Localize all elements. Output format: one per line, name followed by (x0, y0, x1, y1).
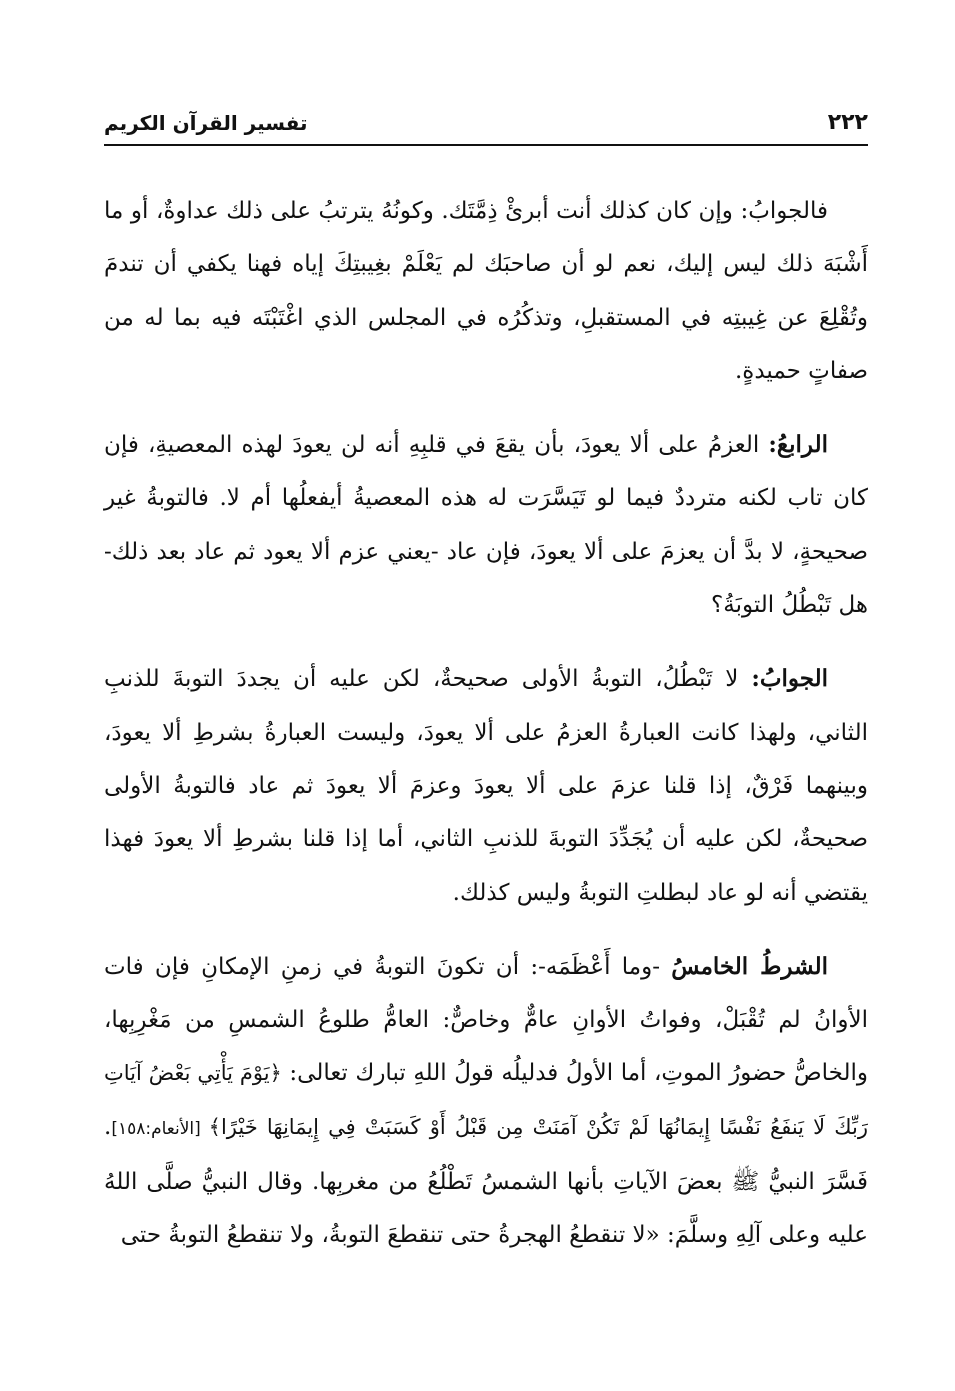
paragraph-text: لا تَبْطُلُ، التوبةُ الأولى صحيحةٌ، لكن عليه أن يجددَ التوبةَ للذنبِ الثاني، ولهذا كانت العبارةُ العزمُ على ألا يعودَ، وليست العبارةُ بشرطِ ألا يعودَ، وبينهما فَرْقٌ، إذا قلنا عزمَ على ألا يعودَ وعزمَ ألا يعودَ ثم عاد فالتوبةُ الأولى صحيحةٌ، لكن عليه أن يُجَدِّدَ التوبةَ للذنبِ الثاني، أما إذا قلنا بشرطِ ألا يعودَ فهذا يقتضي أنه لو عاد لبطلتِ التوبةُ وليس كذلك. (104, 666, 868, 906)
paragraph-text: فالجوابُ: وإن كان كذلك أنت أبرئْ ذِمَّتَك. وكونُهُ يترتبُ على ذلك عداوةٌ، أو ما أَشْبَهَ ذلك ليس إليك، نعم لو أن صاحبَك لم يَعْلَمْ بغِيبتِكَ إياه فهنا يكفي أن تندمَ وتُقْلِعَ عن غِيبتِه في المستقبلِ، وتذكُرُه في المجلس الذي اغْتَبْتَه فيه بما له من صفاتٍ حميدةٍ. (104, 198, 868, 384)
paragraph-text: . فَسَّرَ النبيُّ ﷺ بعضَ الآياتِ بأنها الشمسُ تَطْلُعُ من مغربِها. وقال النبيُّ صلَّى اللهُ عليه وعلى آلِهِ وسلَّمَ: «لا تنقطعُ الهجرةُ حتى تنقطعَ التوبةُ، ولا تنقطعُ التوبةُ حتى (104, 1113, 868, 1249)
page-number: ٢٢٢ (827, 110, 868, 135)
paragraph-text: -وما أَعْظَمَه-: أن تكونَ التوبةُ في زمنِ الإمكانِ فإن فات الأوانُ لم تُقْبَلْ، وفواتُ الأوانِ عامٌّ وخاصٌّ: العامُّ طلوعُ الشمسِ من مَغْرِبِها، والخاصُّ حضورُ الموتِ، أما الأولُ فدليلُه قولُ اللهِ تبارك تعالى: (104, 953, 868, 1087)
paragraph (104, 940, 868, 1263)
paragraph-text: العزمُ على ألا يعودَ، بأن يقعَ في قلبِهِ أنه لن يعودَ لهذه المعصيةِ، فإن كان تاب لكنه مترددٌ فيما لو تَيَسَّرَت له هذه المعصيةُ أيفعلُها أم لا. فالتوبةُ غير صحيحةٍ، لا بدَّ أن يعزمَ على ألا يعودَ، فإن عاد -يعني عزم ألا يعود ثم عاد بعد ذلك- هل تَبْطُلُ التوبَةُ؟ (104, 432, 868, 619)
running-header (104, 108, 868, 146)
paragraph-lead: الجوابُ: (751, 665, 828, 693)
paragraph (104, 185, 868, 398)
book-title: تفسير القرآن الكريم (104, 111, 308, 135)
header-rule (104, 144, 868, 146)
paragraph (104, 652, 868, 919)
verse-reference: [الأنعام:١٥٨] (111, 1118, 209, 1139)
quran-verse: ﴿يَوْمَ يَأْتِي بَعْضُ آيَاتِ رَبِّكَ لَا يَنفَعُ نَفْسًا إِيمَانُهَا لَمْ تَكُنْ آمَنَتْ مِن قَبْلُ أَوْ كَسَبَتْ فِي إِيمَانِهَا خَيْرًا﴾ (104, 1061, 868, 1139)
paragraph-lead: الرابعُ: (768, 431, 828, 459)
paragraph-lead: الشرطُ الخامسُ (671, 952, 828, 980)
body-text (104, 185, 868, 1283)
paragraph (104, 418, 868, 632)
